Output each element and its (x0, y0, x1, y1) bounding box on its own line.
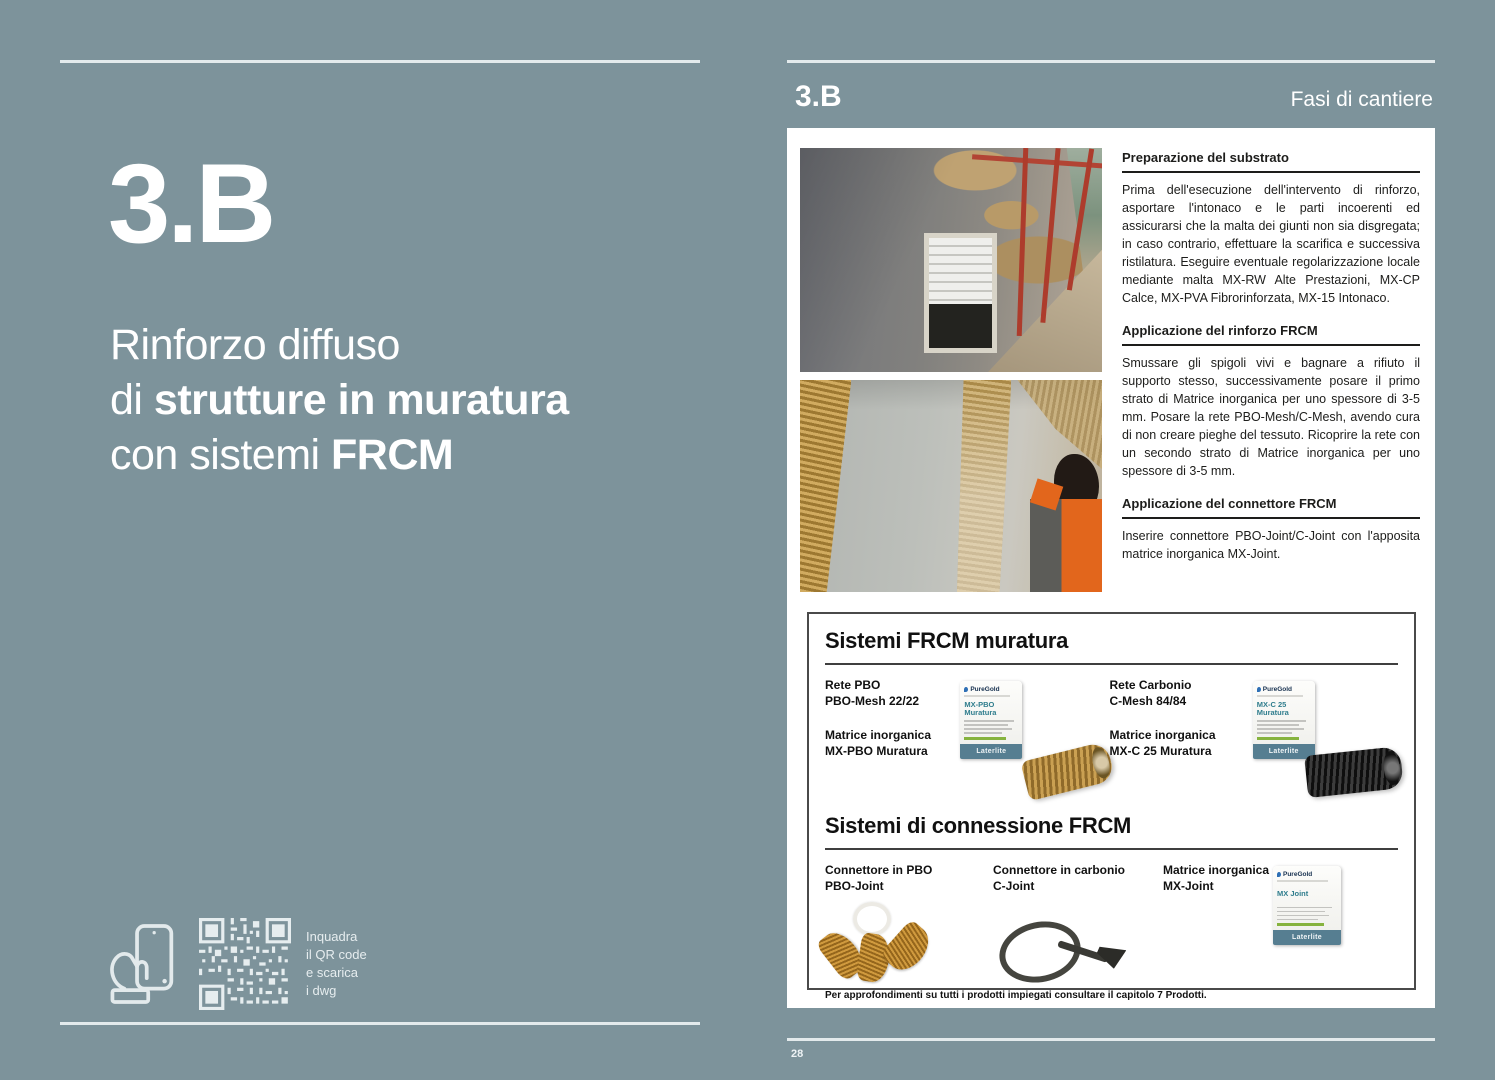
droplet-icon (1257, 687, 1261, 692)
product-image-pbo-mesh (952, 677, 1109, 797)
masonry-products-row (825, 677, 1398, 799)
manufacturer-band: Laterlite (960, 744, 1022, 759)
product-matrix-name: MX-C 25 Muratura (1109, 744, 1212, 758)
brand-logo: PureGold (964, 686, 1018, 693)
pbo-mesh-strip-detail (800, 380, 851, 592)
pbo-mesh-strip-detail (1017, 380, 1102, 469)
gold-mesh-roll (1020, 741, 1115, 801)
product-matrix-label: Matrice inorganica (825, 728, 932, 742)
product-type-name: C-Mesh 84/84 (1109, 694, 1187, 708)
bag-product-name: MX Joint (1277, 888, 1309, 898)
product-labels (825, 677, 952, 759)
section-number-large: 3.B (108, 141, 274, 266)
left-top-rule (60, 60, 700, 63)
pbo-mesh-strip-detail (957, 380, 1011, 592)
product-type-name: PBO-Mesh 22/22 (825, 694, 920, 708)
connector-label: Connettore in carbonio (993, 863, 1125, 877)
roller-shutter-window-detail (924, 233, 997, 353)
box-rule (825, 848, 1398, 850)
brand-logo: PureGold (1277, 871, 1337, 878)
title-line3-prefix: con sistemi (110, 431, 332, 479)
left-intro-panel (60, 0, 700, 1080)
section-heading: Applicazione del connettore FRCM (1122, 496, 1337, 511)
product-image-c-mesh (1249, 677, 1398, 797)
section-body: Inserire connettore PBO-Joint/C-Joint con l'apposita matrice inorganica MX-Joint. (1122, 529, 1420, 561)
page-header (787, 80, 1435, 114)
right-bottom-rule (787, 1038, 1435, 1041)
qr-caption-line1: Inquadra (306, 929, 358, 944)
qr-caption (306, 928, 367, 1000)
connector-label: Connettore in PBO (825, 863, 933, 877)
title-line2-prefix: di (110, 376, 154, 424)
page-content-card (787, 128, 1435, 1008)
header-title: Fasi di cantiere (1290, 88, 1433, 111)
connector-name: PBO-Joint (825, 879, 884, 893)
systems-box (807, 612, 1416, 1001)
section-rule (1122, 344, 1420, 346)
qr-caption-line2: il QR code (306, 947, 367, 962)
matrix-label: Matrice inorganica (1163, 863, 1270, 877)
bag-mx-c25-muratura (1253, 681, 1315, 759)
carbon-mesh-roll (1304, 746, 1404, 798)
qr-code (199, 918, 291, 1010)
section-body: Prima dell'esecuzione dell'intervento di rinforzo, asportare l'intonaco e le parti incoerenti ed assicurarsi che la malta dei giunti non sia disgregata; in caso contrario, effettuare la scarifica e successiva ristilatura. Eseguire eventuale regolarizzazione locale mediante malta MX-RW Alte Prestazioni, MX-CP Calce, MX-PVA Fibrorinforzata, MX-15 Intonaco. (1122, 183, 1420, 305)
section-heading: Applicazione del rinforzo FRCM (1122, 323, 1318, 338)
systems-masonry-title: Sistemi FRCM muratura (825, 628, 1069, 653)
right-content-page (787, 0, 1435, 1080)
roll-end-cap (1382, 750, 1401, 785)
scaffold-pole-detail (1017, 148, 1029, 336)
right-top-rule (787, 60, 1435, 63)
product-matrix-name: MX-PBO Muratura (825, 744, 928, 758)
connector-name: C-Joint (993, 879, 1035, 893)
bag-product-name: MX-C 25 Muratura (1256, 699, 1289, 717)
bag-product-name: MX-PBO Muratura (964, 699, 997, 717)
product-type-label: Rete PBO (825, 678, 881, 692)
roll-end-cap (1089, 745, 1112, 780)
section-rule (1122, 517, 1420, 519)
connector-loop-detail (853, 902, 891, 936)
title-line1: Rinforzo diffuso (110, 321, 400, 369)
worker-vest-detail (1030, 499, 1102, 592)
manufacturer-band: Laterlite (1253, 744, 1315, 759)
instructions-column (1122, 150, 1420, 579)
product-matrix-label: Matrice inorganica (1109, 728, 1216, 742)
systems-connection-title: Sistemi di connessione FRCM (825, 813, 1132, 838)
bag-mx-joint (1273, 866, 1341, 945)
section-body: Smussare gli spigoli vivi e bagnare a rifiuto il supporto stesso, successivamente posare il primo strato di Matrice inorganica per uno spessore di 3-5 mm. Posare la rete PBO-Mesh/C-Mesh, avendo cura di non creare pieghe del tessuto. Ricoprire la rete con un secondo strato di Matrice inorganica per uno spessore di 3-5 mm. (1122, 356, 1420, 478)
matrix-name: MX-Joint (1163, 879, 1214, 893)
title-line3-bold: FRCM (331, 431, 454, 479)
product-type-label: Rete Carbonio (1109, 678, 1192, 692)
chapter-title (110, 318, 569, 483)
droplet-icon (964, 687, 968, 692)
section-heading: Preparazione del substrato (1122, 150, 1289, 165)
c-joint-image (993, 904, 1163, 986)
qr-caption-line3: e scarica (306, 965, 359, 980)
left-bottom-rule (60, 1022, 700, 1025)
phone-scan-icon (102, 919, 184, 1009)
connector-carbon-cell (993, 862, 1163, 986)
product-labels (1110, 677, 1249, 759)
page-number: 28 (791, 1048, 804, 1060)
matrix-joint-cell (1163, 862, 1393, 941)
droplet-icon (1277, 872, 1281, 877)
title-line2-bold: strutture in muratura (153, 376, 569, 424)
qr-download-block (102, 918, 367, 1010)
header-section-number: 3.B (795, 80, 842, 113)
photo-mesh-application (800, 380, 1102, 592)
bag-mx-pbo-muratura (960, 681, 1022, 759)
box-footnote: Per approfondimenti su tutti i prodotti impiegati consultare il capitolo 7 Prodotti. (825, 990, 1207, 1001)
photo-facade-scaffolding (800, 148, 1102, 372)
box-rule (825, 663, 1398, 665)
section-rule (1122, 171, 1420, 173)
connector-pbo-cell (825, 862, 993, 986)
scaffold-pole-detail (1040, 148, 1060, 322)
brand-logo: PureGold (1257, 686, 1311, 693)
manufacturer-band: Laterlite (1273, 930, 1341, 945)
shutter-slats-detail (929, 238, 992, 304)
qr-caption-line4: i dwg (306, 983, 337, 998)
connection-products-row (825, 862, 1398, 980)
pbo-joint-image (825, 904, 993, 986)
